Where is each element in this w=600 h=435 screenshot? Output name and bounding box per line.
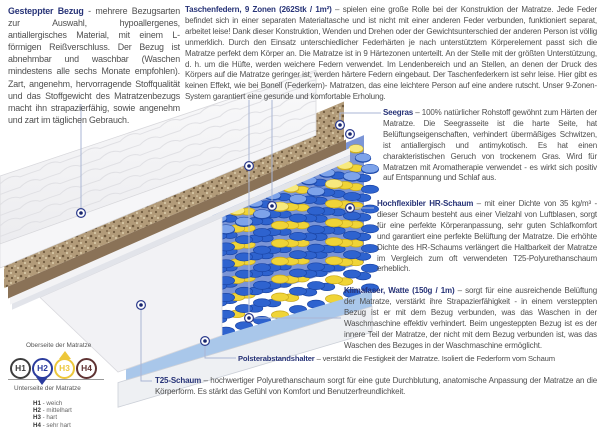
- zone-h2: H2: [32, 358, 53, 379]
- annotation-gesteppter-bezug: [8, 5, 180, 126]
- hardness-legend: [33, 400, 72, 429]
- annotation-hr-schaum: [377, 199, 597, 275]
- legend-row-h2: H2 - mittelhart: [33, 407, 72, 415]
- legend-row-h3: H3 - hart: [33, 414, 58, 422]
- bottom-side-arrow-icon: [36, 377, 48, 385]
- gesteppter-bezug-body: - mehrere Bezugsarten zur Auswahl, hypoallergenes, antiallergisches Material, mit einem L-förmigen Reißverschluss. Der Bezug ist abnehmbar und waschbar (Waschen mindestens alle sechs Monate empfohlen). Zart, angenehm, hervorragende Stoffqualität und das Stoffgewicht des Matratzenbezugs macht ihn strapazierfähig, sowie angenehm und zart im täglichen Gebrauch.: [8, 6, 180, 125]
- legend-row-h4: H4 - sehr hart: [33, 421, 71, 429]
- annotation-taschenfedern: [185, 5, 597, 103]
- gesteppter-bezug-heading: Gesteppter Bezug: [8, 6, 84, 16]
- hardness-zone-indicator: [0, 340, 120, 435]
- annotation-t25-schaum: [155, 376, 597, 398]
- hr-schaum-heading: Hochflexibler HR-Schaum: [377, 199, 474, 208]
- legend-row-h1: H1 - weich: [33, 400, 63, 407]
- seegras-body: – 100% natürlicher Rohstoff gewöhnt zum Härten der Matratze. Die Seegrasseite ist die harte Seite, hat Belüftungseigenschaften, verhindert übermäßiges Schwitzen, ist antiallergisch und antimykotisch. Es hat einen charakteristischen Geruch von trockenem Gras. Wird für Matratzen mit Aromatherapie verwendet - es wirkt sich positiv auf Entspannung und Schlaf aus.: [383, 108, 598, 183]
- annotation-seegras: [383, 108, 597, 184]
- taschenfedern-heading: Taschenfedern, 9 Zonen (262Stk / 1m²): [185, 5, 332, 14]
- polsterabstandshalter-body: – verstärkt die Festigkeit der Matratze. Isoliert die Federform vom Schaum: [316, 354, 555, 363]
- klimafaser-heading: Klimafaser, Watte (150g / 1m): [344, 286, 455, 295]
- klimafaser-body: – sorgt für eine ausreichende Belüftung der Matratze, verstärkt ihre Strapazierfähigkeit - in einem versteppten Bezug ist er mit dem Bezug verbunden, was das Waschen in der Waschmaschine effektiv verhindert. Beim ungesteppten Bezug ist es der innere Teil der Matratze, der nicht mit dem Bezug verbunden ist, was das Waschen des Bezuges in der Waschmaschine ermöglicht.: [344, 286, 597, 350]
- bottom-side-label: Unterseite der Matratze: [14, 385, 81, 392]
- hr-schaum-body: – mit einer Dichte von 35 kg/m³ - dieser Schaum besteht aus einer Vielzahl von Luftblasen, sorgt für eine perfekte Körperanpassung, sehr guten Schlafkomfort und garantiert eine perfekte Belüftung der Matratze. Die erhöhte Dichte des HR-Schaums verlängert die Haltbarkeit der Matratze im Vergleich zum oft verwendeten T25-Polyurethanschaum erheblich.: [377, 199, 598, 274]
- annotation-polsterabstandshalter: [238, 354, 598, 365]
- zone-h4: H4: [76, 358, 97, 379]
- seegras-heading: Seegras: [383, 108, 414, 117]
- zone-h1: H1: [10, 358, 31, 379]
- t25-schaum-heading: T25-Schaum: [155, 376, 202, 385]
- taschenfedern-body: – spielen eine große Rolle bei der Konstruktion der Matratze. Jede Feder befindet sich in einer separaten Materialtasche und ist nicht mit einer anderen Feder verbunden, funktioniert separat, arbeitet leise! Dank dieser Konstruktion, Wenden und Drehen oder der Gewichtsunterschied der anderen Person ist völlig unmerklich. Durch den Einsatz unterschiedlicher Federhärten je nach unterstütztem Körperelement passt sich die Matratze perfekt dem Körper an. Die Matratze ist in 9 Härtezonen unterteilt. An der Stelle mit der größten Unterstützung, d. h. um die Hüfte, werden weichere Federn verwendet. Im Lendenbereich und an Stellen, an denen der Druck des Körpers auf die Matratze geringer ist, werden härtere Federn eingebaut. Der Taschenfederkern ist sehr leise. Hier gibt es keinen Effekt, wie bei Bonell (Federkern)- Matratzen, das eine leichtere Person auf eine andere rutscht. Unser 9-Zonen-System garantiert eine gesunde und komfortable Erholung.: [185, 5, 597, 102]
- t25-schaum-body: – hochwertiger Polyurethanschaum sorgt für eine gute Durchblutung, anatomische Anpassung der Matratze an die Körperform. Es stärkt das Gefühl von Komfort und Benutzerfreundlichkeit.: [155, 376, 598, 396]
- zone-h3: H3: [54, 358, 75, 379]
- annotation-klimafaser: [344, 286, 597, 351]
- top-side-label: Oberseite der Matratze: [26, 342, 92, 349]
- zone-baseline: [8, 379, 104, 381]
- polsterabstandshalter-heading: Polsterabstandshalter: [238, 354, 315, 363]
